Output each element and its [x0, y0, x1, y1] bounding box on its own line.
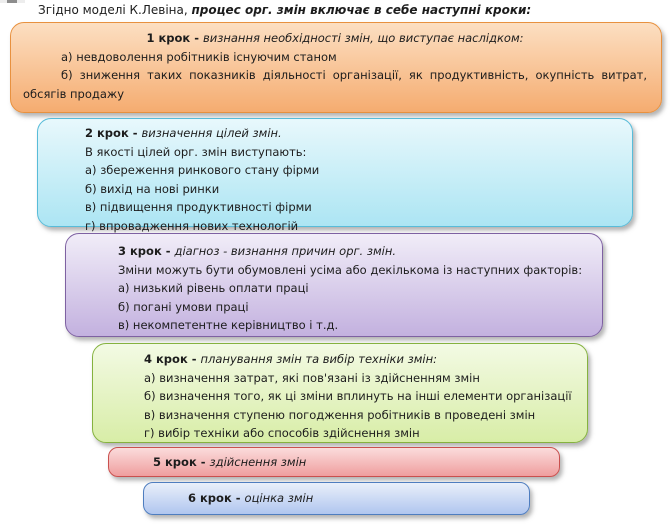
step-5-heading [153, 453, 306, 472]
step-3-heading [118, 242, 592, 261]
step-box-5[interactable] [108, 447, 560, 477]
step-4-heading [144, 350, 577, 369]
step-4-item-g: г) вибір техніки або способів здійснення змін [144, 426, 420, 440]
step-4-description: планування змін та вибір техніки змін: [200, 352, 438, 366]
step-5-description: здійснення змін [209, 454, 307, 469]
step-2-item-g: г) впровадження нових технологій [85, 218, 299, 233]
step-2-intro: В якості цілей орг. змін виступають: [85, 144, 307, 159]
step-6-heading [188, 489, 313, 508]
step-3-item-b: б) погані умови праці [118, 299, 249, 314]
slide-title [38, 3, 531, 18]
step-3-description: діагноз - визнання причин орг. змін. [174, 244, 397, 258]
step-box-6[interactable] [143, 482, 530, 515]
step-box-2[interactable] [37, 118, 633, 233]
slide-title-prefix: Згідно моделі К.Левіна, [38, 3, 192, 17]
window-edge-artifact [0, 0, 25, 3]
step-4-item-b: б) визначення того, як ці зміни вплинуть на інші елементи організації [144, 389, 572, 403]
step-2-item-b: б) вихід на нові ринки [85, 181, 220, 196]
step-6-description: оцінка змін [244, 491, 314, 506]
step-2-item-v: в) підвищення продуктивності фірми [85, 200, 312, 214]
scrollbar-fragment-icon [7, 0, 17, 3]
step-1-item-a: а) невдоволення робітників існуючим станом [61, 49, 337, 64]
step-1-description: визнання необхідності змін, що виступає наслідком: [203, 31, 524, 45]
step-2-label: 2 крок - [85, 126, 142, 140]
step-2-heading [85, 124, 622, 143]
step-3-intro: Зміни можуть бути обумовлені усіма або декількома із наступних факторів: [118, 262, 583, 277]
step-box-1[interactable] [10, 22, 662, 113]
step-1-label: 1 крок - [146, 31, 203, 45]
step-2-item-a: а) збереження ринкового стану фірми [85, 163, 320, 177]
step-box-3[interactable] [65, 233, 603, 337]
step-box-4[interactable] [92, 343, 588, 443]
step-4-item-a: а) визначення затрат, які пов'язані із здійсненням змін [144, 370, 480, 385]
step-6-label: 6 крок - [188, 491, 245, 506]
step-4-label: 4 крок - [144, 352, 201, 366]
step-1-item-b: б) зниження таких показників діяльності організації, як продуктивність, окупність витрат, обсягів продажу [23, 68, 647, 101]
step-3-item-a: а) низький рівень оплати праці [118, 281, 309, 295]
step-1-heading [23, 29, 647, 48]
step-3-label: 3 крок - [118, 244, 175, 258]
step-3-item-v: в) некомпетентне керівництво і т.д. [118, 318, 339, 332]
step-2-description: визначення цілей змін. [141, 126, 282, 140]
step-4-item-v: в) визначення ступеню погодження робітників в проведені змін [144, 407, 536, 422]
slide-title-emphasis: процес орг. змін включає в себе наступні кроки: [191, 3, 532, 17]
step-5-label: 5 крок - [153, 454, 210, 469]
